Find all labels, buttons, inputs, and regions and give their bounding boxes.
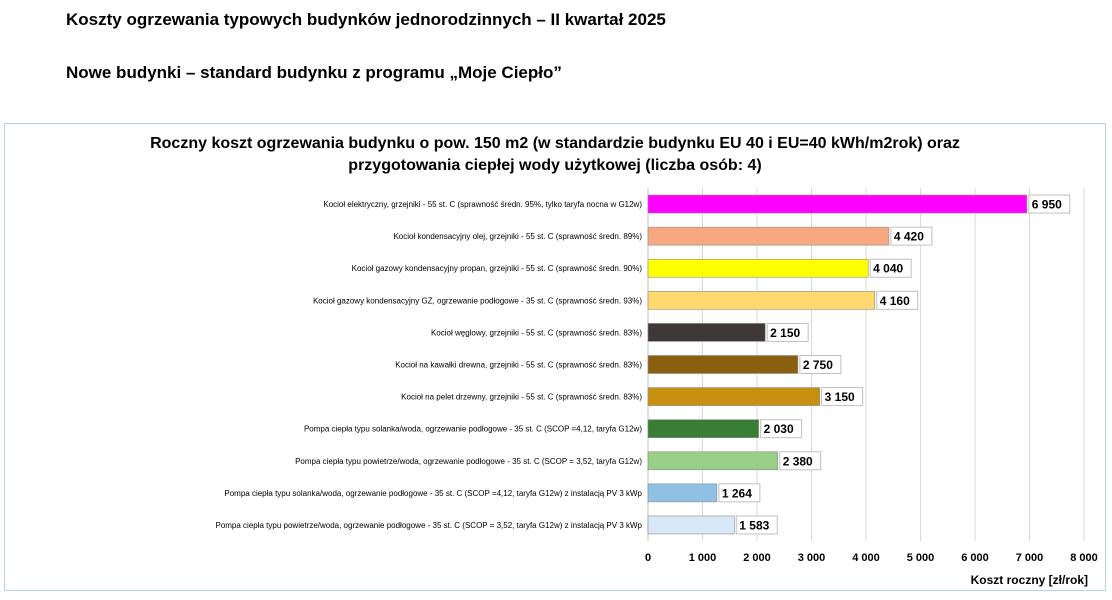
value-label-11: 1 583 — [739, 518, 770, 533]
category-label-9: Pompa ciepła typu powietrze/woda, ogrzewanie podłogowe - 35 st. C (SCOP = 3,52, taryfa G12w) — [295, 456, 642, 466]
x-axis-title: Koszt roczny [zł/rok] — [970, 573, 1088, 587]
value-label-9: 2 380 — [782, 454, 813, 469]
bar-1 — [648, 195, 1027, 213]
x-tick-label-2: 2 000 — [743, 552, 771, 564]
value-label-6: 2 750 — [802, 358, 833, 372]
bar-10 — [648, 484, 717, 502]
x-tick-label-8: 8 000 — [1070, 552, 1098, 564]
category-label-1: Kocioł elektryczny, grzejniki - 55 st. C (sprawność średn. 95%, tylko taryfa nocna w G12w) — [323, 200, 642, 210]
value-label-5: 2 150 — [770, 325, 801, 340]
bar-8 — [648, 420, 759, 438]
value-label-10: 1 264 — [721, 486, 752, 501]
chart-title-line-1: Roczny koszt ogrzewania budynku o pow. 150 m2 (w standardzie budynku EU 40 i EU=40 kWh/m2rok) oraz — [150, 135, 960, 152]
bar-5 — [648, 323, 765, 341]
category-label-11: Pompa ciepła typu powietrze/woda, ogrzewanie podłogowe - 35 st. C (SCOP = 3,52, taryfa G12w) z instalacją PV 3 kWp — [215, 520, 642, 530]
x-tick-label-0: 0 — [644, 552, 652, 564]
bar-4 — [648, 291, 875, 309]
category-label-8: Pompa ciepła typu solanka/woda, ogrzewanie podłogowe - 35 st. C (SCOP =4,12, taryfa G12w) — [303, 424, 642, 434]
value-label-2: 4 420 — [893, 229, 924, 244]
bar-3 — [648, 259, 868, 277]
chart-title-line-2: przygotowania ciepłej wody użytkowej (liczba osób: 4) — [348, 157, 762, 174]
bar-7 — [648, 388, 820, 406]
category-label-3: Kocioł gazowy kondensacyjny propan, grzejniki - 55 st. C (sprawność średn. 90%) — [351, 264, 642, 274]
category-label-4: Kocioł gazowy kondensacyjny GZ, ogrzewanie podłogowe - 35 st. C (sprawność średn. 93%) — [312, 296, 642, 306]
value-label-3: 4 040 — [873, 261, 904, 276]
x-tick-label-4: 4 000 — [852, 552, 880, 564]
value-label-8: 2 030 — [763, 422, 794, 437]
value-label-7: 3 150 — [824, 390, 855, 405]
x-tick-label-5: 5 000 — [906, 552, 935, 564]
x-tick-label-6: 6 000 — [961, 552, 989, 564]
category-label-7: Kocioł na pelet drzewny, grzejniki - 55 st. C (sprawność średn. 83%) — [401, 392, 642, 402]
page-subtitle: Nowe budynki – standard budynku z programu „Moje Ciepło” — [66, 63, 562, 82]
category-label-6: Kocioł na kawałki drewna, grzejniki - 55 st. C (sprawność średn. 83%) — [395, 360, 642, 370]
x-tick-label-7: 7 000 — [1015, 552, 1044, 564]
category-label-2: Kocioł kondensacyjny olej, grzejniki - 55 st. C (sprawność średn. 89%) — [393, 232, 642, 242]
bar-9 — [648, 452, 778, 470]
value-label-1: 6 950 — [1031, 197, 1062, 212]
value-label-4: 4 160 — [879, 293, 910, 308]
category-label-5: Kocioł węglowy, grzejniki - 55 st. C (sprawność średn. 83%) — [430, 328, 642, 338]
page-title: Koszty ogrzewania typowych budynków jednorodzinnych – II kwartał 2025 — [66, 10, 666, 29]
x-tick-label-1: 1 000 — [688, 552, 717, 564]
category-label-10: Pompa ciepła typu solanka/woda, ogrzewanie podłogowe - 35 st. C (SCOP =4,12, taryfa G12w) z instalacją PV 3 kWp — [224, 488, 642, 498]
x-tick-label-3: 3 000 — [797, 552, 826, 564]
bar-11 — [648, 516, 734, 534]
bar-2 — [648, 227, 889, 245]
bar-6 — [648, 356, 798, 374]
